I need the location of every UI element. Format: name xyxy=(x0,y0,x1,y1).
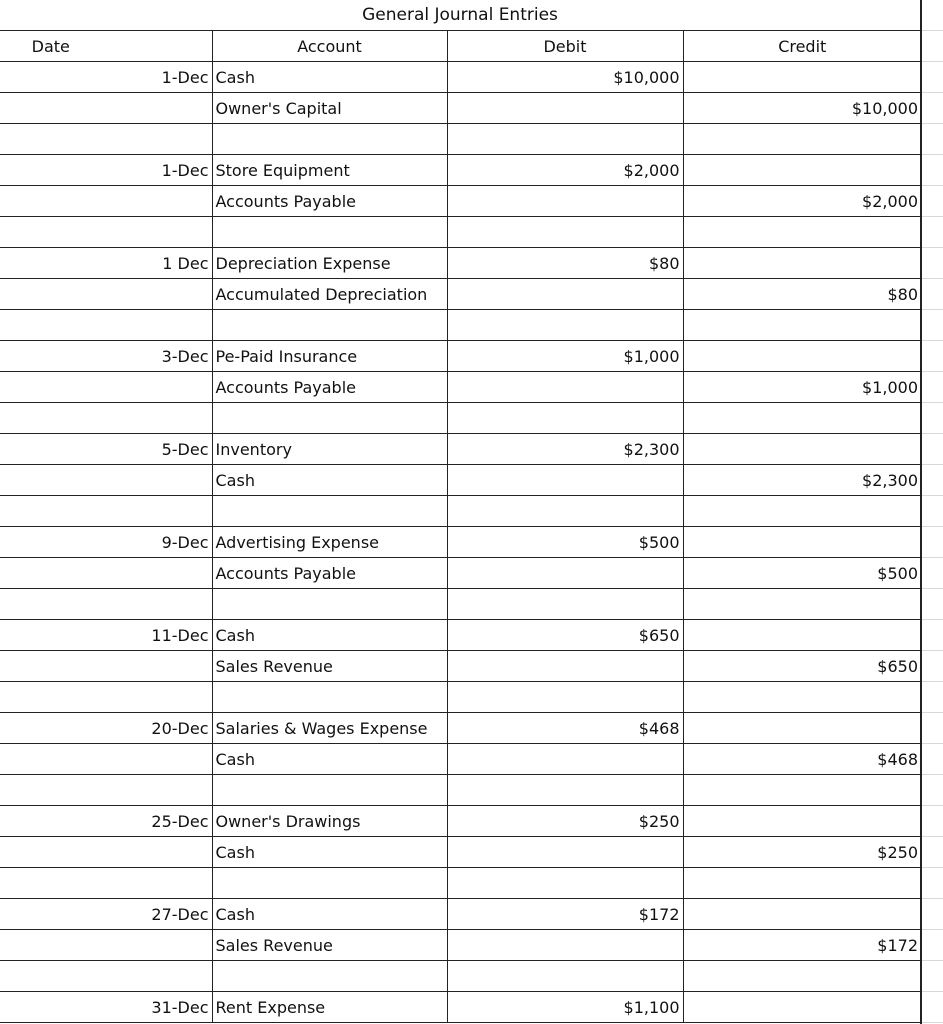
debit-amount: $468 xyxy=(447,713,683,744)
gridline xyxy=(922,464,943,465)
blank-cell xyxy=(447,682,683,713)
debit-row-credit-cell xyxy=(683,713,921,744)
entry-credit-row xyxy=(0,93,921,124)
column-header-debit: Debit xyxy=(447,31,683,62)
credit-row-date-cell xyxy=(0,651,212,682)
debit-account: Owner's Drawings xyxy=(212,806,447,837)
debit-amount: $2,300 xyxy=(447,434,683,465)
blank-cell xyxy=(683,496,921,527)
debit-account: Store Equipment xyxy=(212,155,447,186)
entry-date: 5-Dec xyxy=(0,434,212,465)
blank-cell xyxy=(447,589,683,620)
gridline xyxy=(922,898,943,899)
credit-row-date-cell xyxy=(0,744,212,775)
debit-account: Cash xyxy=(212,62,447,93)
blank-cell xyxy=(212,775,447,806)
blank-cell xyxy=(212,961,447,992)
credit-account: Accounts Payable xyxy=(212,372,447,403)
gridline xyxy=(922,991,943,992)
credit-amount: $1,000 xyxy=(683,372,921,403)
blank-cell xyxy=(447,868,683,899)
entry-date: 1-Dec xyxy=(0,62,212,93)
credit-amount: $172 xyxy=(683,930,921,961)
entry-credit-row xyxy=(0,372,921,403)
blank-cell xyxy=(683,217,921,248)
gridline xyxy=(922,526,943,527)
gridline xyxy=(922,309,943,310)
credit-row-date-cell xyxy=(0,837,212,868)
debit-account: Cash xyxy=(212,899,447,930)
credit-account: Accounts Payable xyxy=(212,186,447,217)
credit-amount: $2,300 xyxy=(683,465,921,496)
blank-cell xyxy=(212,868,447,899)
gridline xyxy=(922,619,943,620)
debit-row-credit-cell xyxy=(683,992,921,1023)
entry-debit-row xyxy=(0,527,921,558)
gridline xyxy=(922,929,943,930)
debit-row-credit-cell xyxy=(683,62,921,93)
debit-account: Advertising Expense xyxy=(212,527,447,558)
blank-cell xyxy=(0,496,212,527)
blank-cell xyxy=(683,403,921,434)
debit-account: Cash xyxy=(212,620,447,651)
debit-account: Inventory xyxy=(212,434,447,465)
column-header-account: Account xyxy=(212,31,447,62)
entry-debit-row xyxy=(0,992,921,1023)
debit-account: Depreciation Expense xyxy=(212,248,447,279)
credit-account: Accumulated Depreciation xyxy=(212,279,447,310)
entry-debit-row xyxy=(0,806,921,837)
blank-row xyxy=(0,403,921,434)
blank-cell xyxy=(0,124,212,155)
gridline xyxy=(922,185,943,186)
entry-date: 25-Dec xyxy=(0,806,212,837)
blank-cell xyxy=(447,496,683,527)
entry-date: 20-Dec xyxy=(0,713,212,744)
entry-debit-row xyxy=(0,434,921,465)
debit-amount: $2,000 xyxy=(447,155,683,186)
credit-row-debit-cell xyxy=(447,651,683,682)
blank-cell xyxy=(447,217,683,248)
entry-date: 27-Dec xyxy=(0,899,212,930)
header-row xyxy=(0,31,921,62)
gridline xyxy=(922,681,943,682)
debit-amount: $650 xyxy=(447,620,683,651)
gridline xyxy=(922,774,943,775)
gridline xyxy=(922,30,943,31)
entry-debit-row xyxy=(0,155,921,186)
credit-row-debit-cell xyxy=(447,837,683,868)
credit-row-debit-cell xyxy=(447,558,683,589)
debit-account: Salaries & Wages Expense xyxy=(212,713,447,744)
blank-cell xyxy=(212,310,447,341)
entry-debit-row xyxy=(0,620,921,651)
credit-row-debit-cell xyxy=(447,186,683,217)
credit-row-debit-cell xyxy=(447,744,683,775)
entry-date: 31-Dec xyxy=(0,992,212,1023)
blank-row xyxy=(0,310,921,341)
debit-row-credit-cell xyxy=(683,806,921,837)
gridline xyxy=(922,402,943,403)
gridline xyxy=(922,92,943,93)
debit-row-credit-cell xyxy=(683,899,921,930)
credit-row-debit-cell xyxy=(447,93,683,124)
credit-account: Sales Revenue xyxy=(212,930,447,961)
gridline xyxy=(922,61,943,62)
entry-credit-row xyxy=(0,558,921,589)
blank-cell xyxy=(212,589,447,620)
entry-debit-row xyxy=(0,341,921,372)
blank-cell xyxy=(212,403,447,434)
credit-account: Accounts Payable xyxy=(212,558,447,589)
gridline xyxy=(922,340,943,341)
credit-account: Sales Revenue xyxy=(212,651,447,682)
gridline xyxy=(922,495,943,496)
credit-row-date-cell xyxy=(0,279,212,310)
blank-cell xyxy=(447,124,683,155)
gridline xyxy=(922,278,943,279)
debit-account: Pe-Paid Insurance xyxy=(212,341,447,372)
entry-date: 9-Dec xyxy=(0,527,212,558)
entry-debit-row xyxy=(0,899,921,930)
debit-row-credit-cell xyxy=(683,155,921,186)
debit-row-credit-cell xyxy=(683,620,921,651)
gridline xyxy=(922,805,943,806)
gridline xyxy=(922,867,943,868)
blank-cell xyxy=(683,682,921,713)
entry-date: 11-Dec xyxy=(0,620,212,651)
gridline xyxy=(922,216,943,217)
blank-cell xyxy=(447,403,683,434)
blank-cell xyxy=(0,589,212,620)
entry-date: 1 Dec xyxy=(0,248,212,279)
credit-row-date-cell xyxy=(0,558,212,589)
debit-row-credit-cell xyxy=(683,527,921,558)
entry-debit-row xyxy=(0,62,921,93)
entry-credit-row xyxy=(0,279,921,310)
blank-cell xyxy=(683,775,921,806)
entry-credit-row xyxy=(0,744,921,775)
gridline xyxy=(922,247,943,248)
blank-cell xyxy=(0,775,212,806)
entry-credit-row xyxy=(0,651,921,682)
blank-cell xyxy=(0,868,212,899)
blank-cell xyxy=(212,682,447,713)
entry-credit-row xyxy=(0,837,921,868)
credit-row-debit-cell xyxy=(447,372,683,403)
journal-table xyxy=(0,30,921,1023)
credit-account: Cash xyxy=(212,837,447,868)
blank-cell xyxy=(0,961,212,992)
blank-row xyxy=(0,775,921,806)
gridline xyxy=(922,650,943,651)
debit-amount: $80 xyxy=(447,248,683,279)
blank-cell xyxy=(447,961,683,992)
credit-row-date-cell xyxy=(0,372,212,403)
debit-row-credit-cell xyxy=(683,434,921,465)
blank-cell xyxy=(0,682,212,713)
credit-amount: $250 xyxy=(683,837,921,868)
debit-row-credit-cell xyxy=(683,248,921,279)
blank-row xyxy=(0,589,921,620)
blank-row xyxy=(0,124,921,155)
blank-cell xyxy=(447,310,683,341)
page-title: General Journal Entries xyxy=(362,5,558,25)
debit-amount: $500 xyxy=(447,527,683,558)
blank-row xyxy=(0,868,921,899)
blank-cell xyxy=(683,868,921,899)
blank-cell xyxy=(0,217,212,248)
entry-date: 1-Dec xyxy=(0,155,212,186)
blank-cell xyxy=(212,217,447,248)
entry-debit-row xyxy=(0,713,921,744)
gridline xyxy=(922,1022,943,1023)
entry-credit-row xyxy=(0,465,921,496)
entry-credit-row xyxy=(0,930,921,961)
credit-account: Cash xyxy=(212,465,447,496)
sheet-gridlines xyxy=(922,0,943,1024)
blank-cell xyxy=(683,589,921,620)
blank-cell xyxy=(447,775,683,806)
credit-row-date-cell xyxy=(0,930,212,961)
credit-amount: $10,000 xyxy=(683,93,921,124)
blank-cell xyxy=(212,124,447,155)
entry-debit-row xyxy=(0,248,921,279)
blank-cell xyxy=(0,310,212,341)
blank-row xyxy=(0,682,921,713)
credit-account: Owner's Capital xyxy=(212,93,447,124)
debit-amount: $1,100 xyxy=(447,992,683,1023)
blank-row xyxy=(0,496,921,527)
gridline xyxy=(922,960,943,961)
blank-cell xyxy=(683,310,921,341)
gridline xyxy=(922,123,943,124)
blank-row xyxy=(0,961,921,992)
gridline xyxy=(922,743,943,744)
debit-amount: $250 xyxy=(447,806,683,837)
column-header-credit: Credit xyxy=(683,31,921,62)
debit-amount: $172 xyxy=(447,899,683,930)
debit-account: Rent Expense xyxy=(212,992,447,1023)
credit-row-date-cell xyxy=(0,93,212,124)
credit-amount: $80 xyxy=(683,279,921,310)
column-header-date: Date xyxy=(0,31,212,62)
blank-row xyxy=(0,217,921,248)
credit-account: Cash xyxy=(212,744,447,775)
credit-row-date-cell xyxy=(0,186,212,217)
credit-amount: $2,000 xyxy=(683,186,921,217)
blank-cell xyxy=(212,496,447,527)
credit-amount: $500 xyxy=(683,558,921,589)
gridline xyxy=(922,433,943,434)
gridline xyxy=(922,557,943,558)
gridline xyxy=(922,154,943,155)
debit-amount: $10,000 xyxy=(447,62,683,93)
gridline xyxy=(922,371,943,372)
credit-row-debit-cell xyxy=(447,930,683,961)
debit-amount: $1,000 xyxy=(447,341,683,372)
entry-date: 3-Dec xyxy=(0,341,212,372)
blank-cell xyxy=(683,124,921,155)
credit-amount: $468 xyxy=(683,744,921,775)
blank-cell xyxy=(0,403,212,434)
gridline xyxy=(922,712,943,713)
entry-credit-row xyxy=(0,186,921,217)
title-row xyxy=(0,0,920,31)
credit-row-date-cell xyxy=(0,465,212,496)
credit-row-debit-cell xyxy=(447,465,683,496)
gridline xyxy=(922,836,943,837)
credit-row-debit-cell xyxy=(447,279,683,310)
journal-body xyxy=(0,62,921,1023)
blank-cell xyxy=(683,961,921,992)
credit-amount: $650 xyxy=(683,651,921,682)
gridline xyxy=(922,588,943,589)
debit-row-credit-cell xyxy=(683,341,921,372)
